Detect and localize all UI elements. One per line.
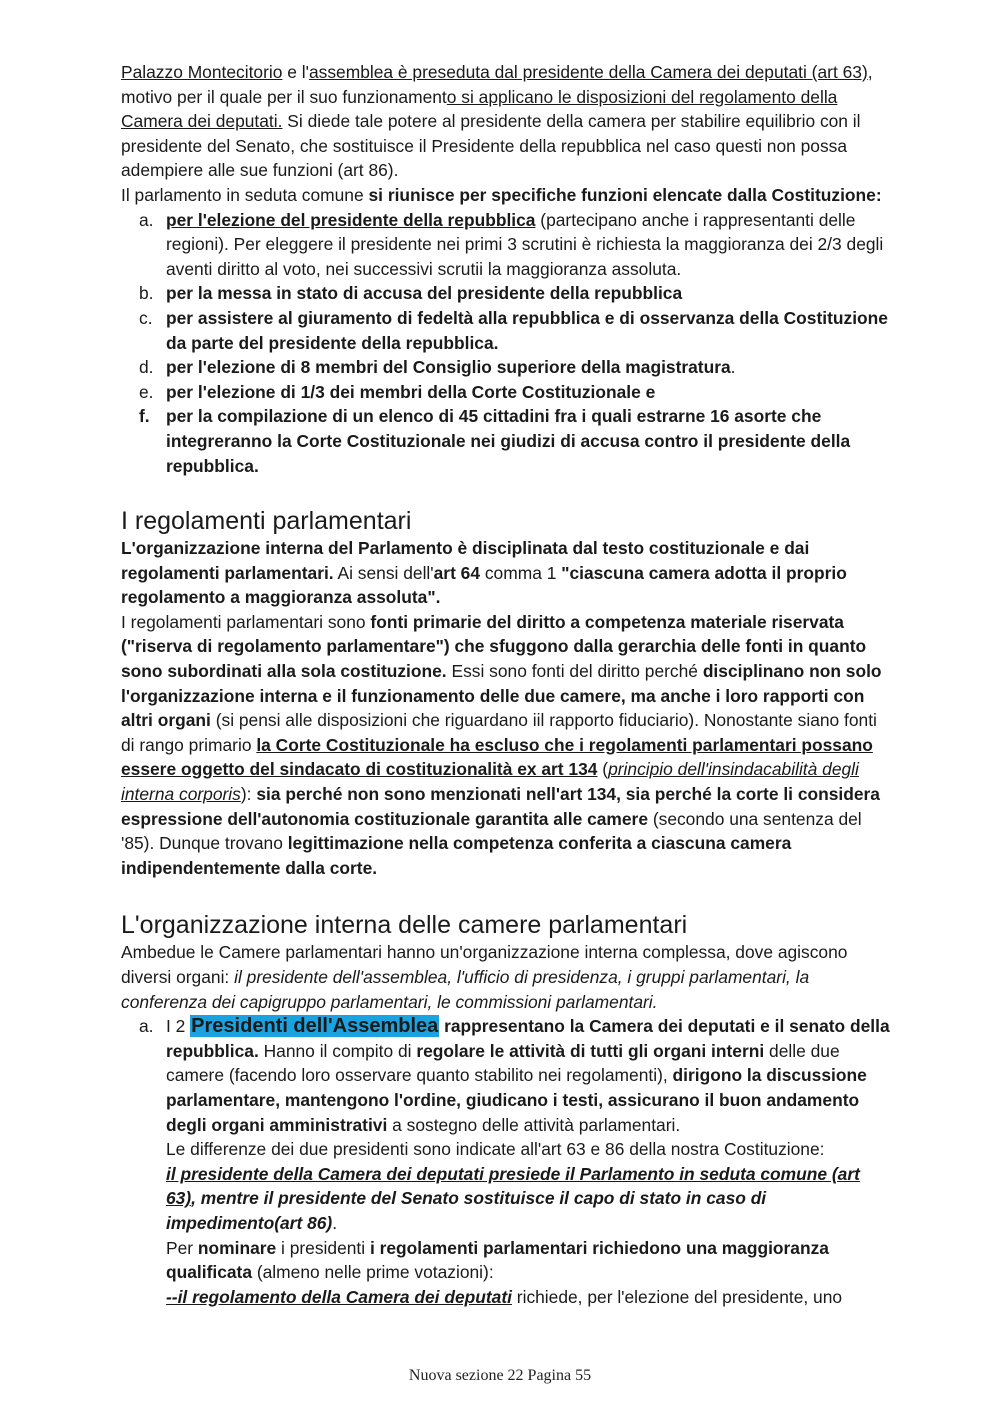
text-run: e l' bbox=[282, 62, 309, 82]
text-run: comma 1 bbox=[480, 562, 562, 583]
text-run: Ai sensi dell' bbox=[333, 562, 434, 583]
text-run: o si applicano le disposizioni del regolamento della Camera dei deputati. bbox=[121, 86, 838, 132]
text-run: , mentre il presidente del Senato sostituisce il capo di stato in caso di impedimento(art 86) bbox=[166, 1188, 767, 1233]
text-run: Essi sono fonti del diritto perché bbox=[446, 661, 703, 682]
list-marker: d. bbox=[139, 357, 154, 378]
text-run: ): bbox=[240, 784, 257, 805]
text-run: sia perché non sono menzionati nell'art 134, sia perché la corte li considera espressione dell'autonomia costituzionale garantita alle camere bbox=[121, 784, 880, 829]
list-marker: c. bbox=[139, 307, 153, 328]
text-run: Palazzo Montecitorio bbox=[121, 62, 283, 82]
text-run: ( bbox=[597, 759, 609, 780]
text-run: (almeno nelle prime votazioni): bbox=[252, 1262, 494, 1283]
text-run: per assistere al giuramento di fedeltà alla repubblica e di osservanza della Costituzione da parte del presidente della repubblica. bbox=[166, 307, 888, 353]
text-run: per l'elezione di 1/3 dei membri della Corte Costituzionale e bbox=[166, 381, 656, 402]
document-page bbox=[121, 60, 891, 1309]
text-run: fonti primarie del diritto a competenza materiale riservata ("riserva di regolamento parlamentare") che sfuggono dalla gerarchia delle fonti in quanto sono subordinati alla sola costituzione. bbox=[121, 611, 867, 682]
text-run: i presidenti bbox=[276, 1237, 370, 1258]
text-run: Per bbox=[166, 1237, 198, 1258]
text-run: per l'elezione di 8 membri del Consiglio superiore della magistratura bbox=[166, 357, 731, 378]
text-run: il presidente dell'assemblea, l'ufficio di presidenza, i gruppi parlamentari, la conferenza dei capigruppo parlamentari, le commissioni parlamentari. bbox=[121, 967, 810, 1012]
list-item bbox=[121, 380, 891, 405]
functions-list bbox=[121, 208, 891, 479]
list-item bbox=[121, 1014, 891, 1309]
list-marker: e. bbox=[139, 381, 154, 402]
text-run: art 64 bbox=[433, 562, 481, 583]
text-run: il presidente della Camera dei deputati presiede il Parlamento in seduta comune (art 63) bbox=[166, 1163, 860, 1209]
intro-functions-lead bbox=[121, 183, 891, 208]
section2-paragraph-1 bbox=[121, 940, 891, 1014]
text-run: i regolamenti parlamentari richiedono una maggioranza qualificata bbox=[166, 1237, 829, 1283]
list-item bbox=[121, 281, 891, 306]
text-run: I 2 bbox=[166, 1016, 191, 1037]
text-run: Ambedue le Camere parlamentari hanno un'organizzazione interna complessa, dove agiscono diversi organi: bbox=[121, 942, 848, 987]
list-item bbox=[121, 306, 891, 355]
text-run: disciplinano non solo l'organizzazione interna e il funzionamento delle due camere, ma anche i loro rapporti con altri organi bbox=[121, 661, 882, 731]
section-heading: I regolamenti parlamentari bbox=[121, 507, 412, 536]
text-run: --il regolamento della Camera dei deputati bbox=[166, 1286, 512, 1307]
intro-paragraph bbox=[121, 60, 891, 183]
list-marker: a. bbox=[139, 1016, 154, 1037]
text-run: Hanno il compito di bbox=[258, 1040, 417, 1061]
text-run: richiede, per l'elezione del presidente, uno bbox=[511, 1286, 843, 1307]
text-run: regolare le attività di tutti gli organi interni bbox=[416, 1040, 765, 1061]
text-run: delle due camere (facendo loro osservare quanto stabilito nei regolamenti), bbox=[166, 1040, 840, 1086]
text-run: . bbox=[332, 1212, 338, 1233]
page-footer: Nuova sezione 22 Pagina 55 bbox=[408, 1367, 592, 1384]
highlighted-text: Presidenti dell'Assemblea bbox=[191, 1015, 439, 1038]
text-run: (si pensi alle disposizioni che riguardano iil rapporto fiduciario). Nonostante siano fonti di rango primario bbox=[121, 710, 877, 755]
list-item bbox=[121, 208, 891, 282]
section1-paragraph-2 bbox=[121, 610, 891, 881]
text-run: assemblea è preseduta dal presidente della Camera dei deputati (art 63) bbox=[308, 62, 868, 82]
text-run: per la messa in stato di accusa del presidente della repubblica bbox=[166, 283, 683, 304]
section-heading: L'organizzazione interna delle camere parlamentari bbox=[121, 911, 688, 940]
organs-list bbox=[121, 1014, 891, 1309]
text-run: . bbox=[730, 357, 736, 378]
text-run: dirigono la discussione parlamentare, mantengono l'ordine, giudicano i testi, assicurano il buon andamento degli organi amministrativi bbox=[166, 1065, 867, 1135]
text-run: nominare bbox=[197, 1237, 277, 1258]
item-paragraph bbox=[166, 1236, 891, 1285]
item-paragraph: Le differenze dei due presidenti sono indicate all'art 63 e 86 della nostra Costituzione: bbox=[166, 1139, 825, 1160]
text-run: rappresentano la Camera dei deputati e il senato della repubblica. bbox=[166, 1016, 890, 1061]
text-run: Si diede tale potere al presidente della camera per stabilire equilibrio con il presidente del Senato, che sostituisce il Presidente della repubblica nel caso questi non possa adempiere alle sue funzioni (art 86). bbox=[121, 111, 861, 181]
text-run: la Corte Costituzionale ha escluso che i regolamenti parlamentari possano essere oggetto del sindacato di costituzionalità ex art 134 bbox=[121, 734, 873, 780]
text-run: , motivo per il quale per il suo funzionament bbox=[121, 62, 873, 107]
text-run: (secondo una sentenza del '85). Dunque trovano bbox=[121, 808, 862, 854]
text-run: L'organizzazione interna del Parlamento è disciplinata dal testo costituzionale e dai regolamenti parlamentari. bbox=[121, 538, 810, 583]
list-marker: b. bbox=[139, 283, 154, 304]
text-run: "ciascuna camera adotta il proprio regolamento a maggioranza assoluta". bbox=[121, 562, 847, 608]
text-run: per l'elezione del presidente della repubblica bbox=[166, 209, 536, 230]
text-run: legittimazione nella competenza conferita a ciascuna camera indipendentemente dalla corte. bbox=[121, 833, 792, 878]
item-paragraph bbox=[166, 1014, 891, 1137]
text-run: I regolamenti parlamentari sono bbox=[121, 611, 371, 632]
list-marker: f. bbox=[139, 406, 150, 427]
text-run: principio dell'insindacabilità degli interna corporis bbox=[121, 759, 859, 805]
item-paragraph bbox=[166, 1162, 891, 1236]
list-item bbox=[121, 404, 891, 478]
text-run: a sostegno delle attività parlamentari. bbox=[387, 1114, 681, 1135]
list-item bbox=[121, 355, 891, 380]
text-run: per la compilazione di un elenco di 45 cittadini fra i quali estrarne 16 asorte che integreranno la Corte Costituzionale nei giudizi di accusa contro il presidente della repubblica. bbox=[166, 406, 851, 476]
text-run: Il parlamento in seduta comune bbox=[121, 184, 369, 205]
list-marker: a. bbox=[139, 209, 154, 230]
text-run: (partecipano anche i rappresentanti delle regioni). Per eleggere il presidente nei primi 3 scrutini è richiesta la maggioranza dei 2/3 degli aventi diritto al voto, nei successivi scrutii la maggioranza assoluta. bbox=[166, 209, 884, 279]
section1-paragraph-1 bbox=[121, 536, 891, 610]
item-paragraph bbox=[166, 1285, 891, 1310]
text-run: si riunisce per specifiche funzioni elencate dalla Costituzione: bbox=[368, 184, 882, 205]
